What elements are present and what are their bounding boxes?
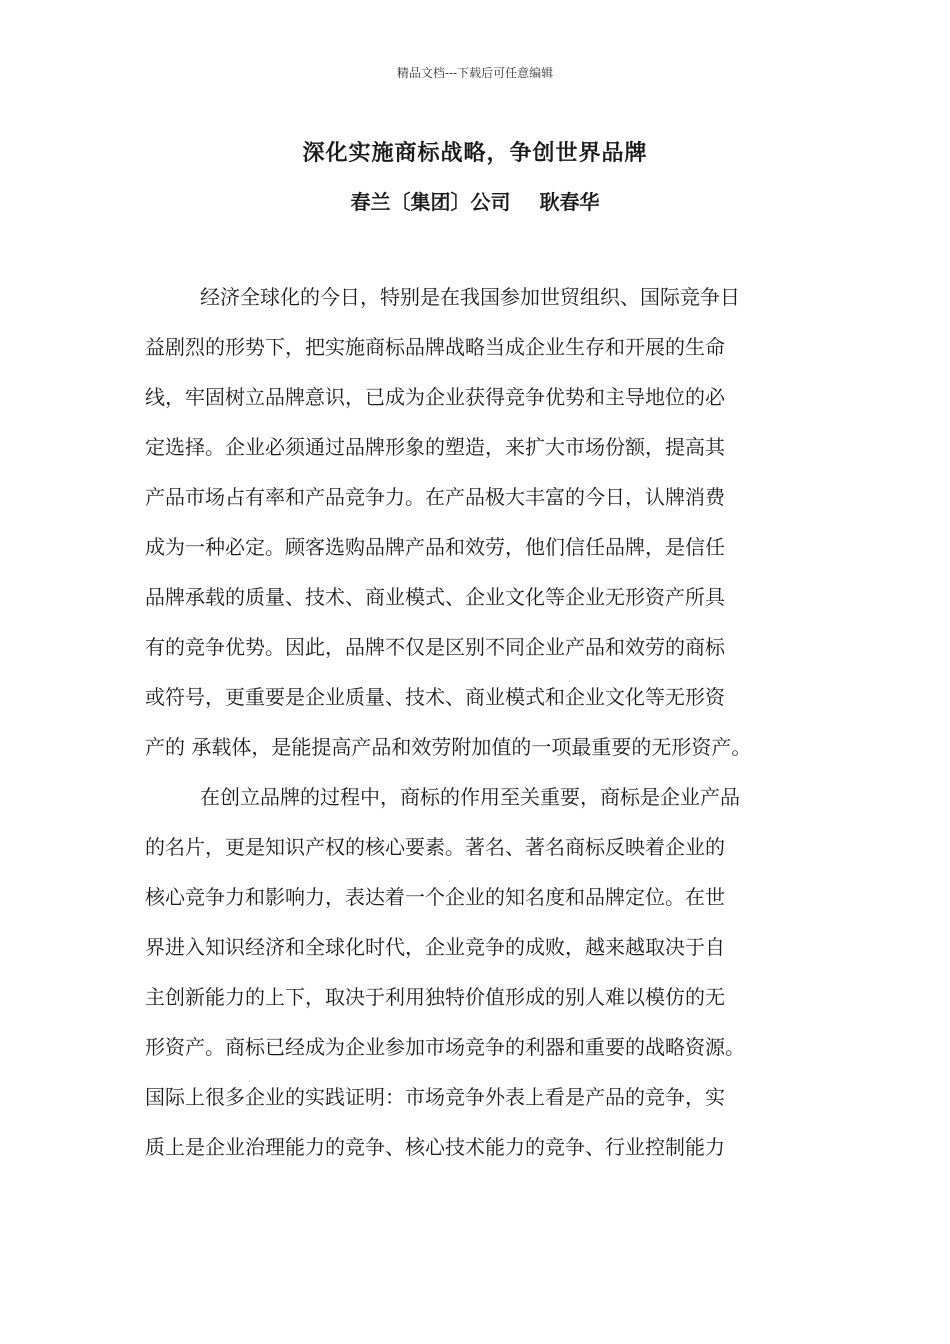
paragraph-line: 或符号，更重要是企业质量、技术、商业模式和企业文化等无形资 — [145, 685, 725, 709]
paragraph-line: 国际上很多企业的实践证明：市场竞争外表上看是产品的竞争，实 — [145, 1085, 725, 1109]
paragraph-line: 成为一种必定。顾客选购品牌产品和效劳，他们信任品牌，是信任 — [145, 535, 725, 559]
paragraph-line: 核心竞争力和影响力，表达着一个企业的知名度和品牌定位。在世 — [145, 885, 725, 909]
paragraph-line: 产品市场占有率和产品竞争力。在产品极大丰富的今日，认牌消费 — [145, 485, 725, 509]
document-title: 深化实施商标战略，争创世界品牌 — [302, 141, 648, 166]
paragraph-line: 定选择。企业必须通过品牌形象的塑造，来扩大市场份额，提高其 — [145, 435, 725, 459]
paragraph-line: 线，牢固树立品牌意识，已成为企业获得竞争优势和主导地位的必 — [145, 385, 725, 409]
paragraph-line: 经济全球化的今日，特别是在我国参加世贸组织、国际竞争日 — [200, 285, 740, 309]
paragraph-line: 主创新能力的上下，取决于利用独特价值形成的别人难以模仿的无 — [145, 985, 725, 1009]
author-line — [0, 186, 950, 215]
paragraph-line: 有的竞争优势。因此，品牌不仅是区别不同企业产品和效劳的商标 — [145, 635, 725, 659]
paragraph-line: 形资产。商标已经成为企业参加市场竞争的利器和重要的战略资源。 — [145, 1035, 745, 1059]
paragraph-line: 品牌承载的质量、技术、商业模式、企业文化等企业无形资产所具 — [145, 585, 725, 609]
paragraph-line: 的名片，更是知识产权的核心要素。著名、著名商标反映着企业的 — [145, 835, 725, 859]
paragraph-line: 在创立品牌的过程中，商标的作用至关重要，商标是企业产品 — [200, 785, 740, 809]
paragraph-line: 界进入知识经济和全球化时代，企业竞争的成败，越来越取决于自 — [145, 935, 725, 959]
author-name: 耿春华 — [539, 190, 600, 214]
page-header: 精品文档---下载后可任意编辑 — [396, 66, 554, 80]
author-organization: 春兰〔集团〕公司 — [350, 190, 511, 214]
paragraph-line: 质上是企业治理能力的竞争、核心技术能力的竞争、行业控制能力 — [145, 1135, 725, 1159]
paragraph-line: 产的 承载体，是能提高产品和效劳附加值的一项最重要的无形资产。 — [145, 735, 752, 759]
paragraph-line: 益剧烈的形势下，把实施商标品牌战略当成企业生存和开展的生命 — [145, 335, 725, 359]
